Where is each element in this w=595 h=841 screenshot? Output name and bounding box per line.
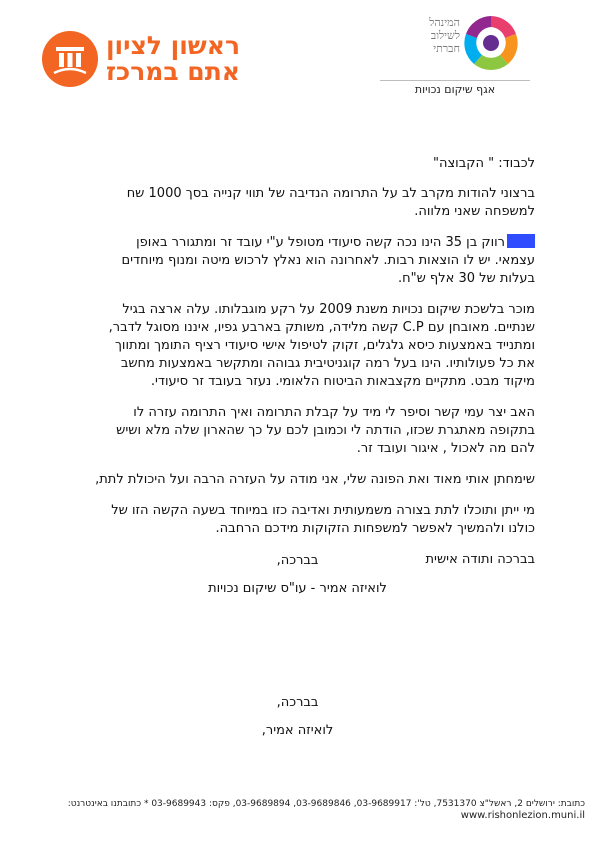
social-integration-logo (380, 12, 530, 94)
rishon-lezion-logo-text (105, 30, 240, 86)
footer-website-link[interactable]: www.rishonlezion.muni.il (460, 810, 585, 821)
paragraph-father-contact: האב יצר עמי קשר וסיפר לי מיד על קבלת התרומה ואיך התרומה עזרה לו בתקופה מאתגרת שכזו, הודתה לי וכמובן לכם על כך שהארון שלה מלא ושיש להם מה לאכול , איגור ועובד זר. (116, 405, 535, 456)
signature-closing-2: בברכה, (276, 695, 319, 710)
paragraph-wish: מי ייתן ותוכלו לתת בצורה משמעותית ואדיבה כזו במיוחד בשעה הקשה הזו של כולנו ולהמשיך לאפשר למשפחות הזקוקות מידכם הרחבה. (111, 503, 535, 536)
city-name: ראשון לציון (105, 30, 240, 60)
city-slogan: אתם במרכז (106, 57, 240, 86)
city-emblem-shape-icon (50, 39, 90, 79)
signature-block-2 (0, 694, 595, 740)
signature-closing-1: בברכה, (276, 553, 319, 568)
footer-address: כתובת: ירושלים 2, ראשל"צ 7531370, טל': 03-9689917, 03-9689846, 03-9689894, פקס: 03-9689943 * כתובתנו באינטרנט: (67, 799, 585, 809)
signature-name-1: לואיזה אמיר - עו"ס שיקום נכויות (208, 581, 387, 596)
letter-footer (30, 798, 585, 822)
redaction-box (507, 234, 535, 248)
paragraph-thanks: ברצוני להודות מקרב לב על התרומה הנדיבה של תווי קנייה בסך 1000 שח למשפחה שאני מלווה. (126, 186, 535, 219)
social-integration-logo-text (398, 16, 460, 56)
logo-text-line2: לשילוב (430, 29, 460, 43)
signature-block-1 (0, 552, 595, 598)
letter-greeting: לכבוד: " הקבוצה" (432, 156, 535, 171)
logo-text-line1: המינהל (429, 16, 460, 29)
paragraph-background: מוכר בלשכת שיקום נכויות משנת 2009 על רקע מוגבלותו. עלה ארצה בגיל שנתיים. מאובחן עם C.P קשה מלידה, משותק בארבע גפיו, איננו מסוגל לדבר, ומתנייד באמצעות כיסא גלגלים, זקוק לטיפול אישי סיעודי רציף התומך ומתווך את כל פעולותיו. הינו בעל רמה קוגניטיבית גבוהה ומתקשר באמצעות מחשב מיקוד מבט. מתקיים מקצבאות הביטוח הלאומי. נעזר בעובד זר סיעודי. (108, 302, 535, 389)
signature-name-2: לואיזה אמיר, (261, 723, 334, 738)
city-emblem-icon (42, 31, 98, 87)
department-name: אגף שיקום נכויות (380, 80, 530, 96)
colorful-circle-logo-icon (460, 12, 522, 74)
rishon-lezion-logo (40, 26, 240, 92)
letter-body (95, 155, 535, 582)
paragraph-personal-thanks: בברכה ותודה אישית (425, 552, 535, 567)
paragraph-gratitude: שימחתן אותי מאוד ואת הפונה שלי, אני מודה על העזרה הרבה ועל היכולת לתת, (95, 472, 535, 487)
logo-text-line3: חברתי (433, 42, 460, 56)
paragraph-description-text: רווק בן 35 הינו נכה קשה סיעודי מטופל ע"י עובד זר ומתגורר באופן עצמאי. יש לו הוצאות רבות. לאחרונה הוא נאלץ לרכוש מיטה ומנוף מיוחדים בעלות של 30 אלף ש"ח. (121, 235, 535, 286)
paragraph-description (95, 234, 535, 288)
